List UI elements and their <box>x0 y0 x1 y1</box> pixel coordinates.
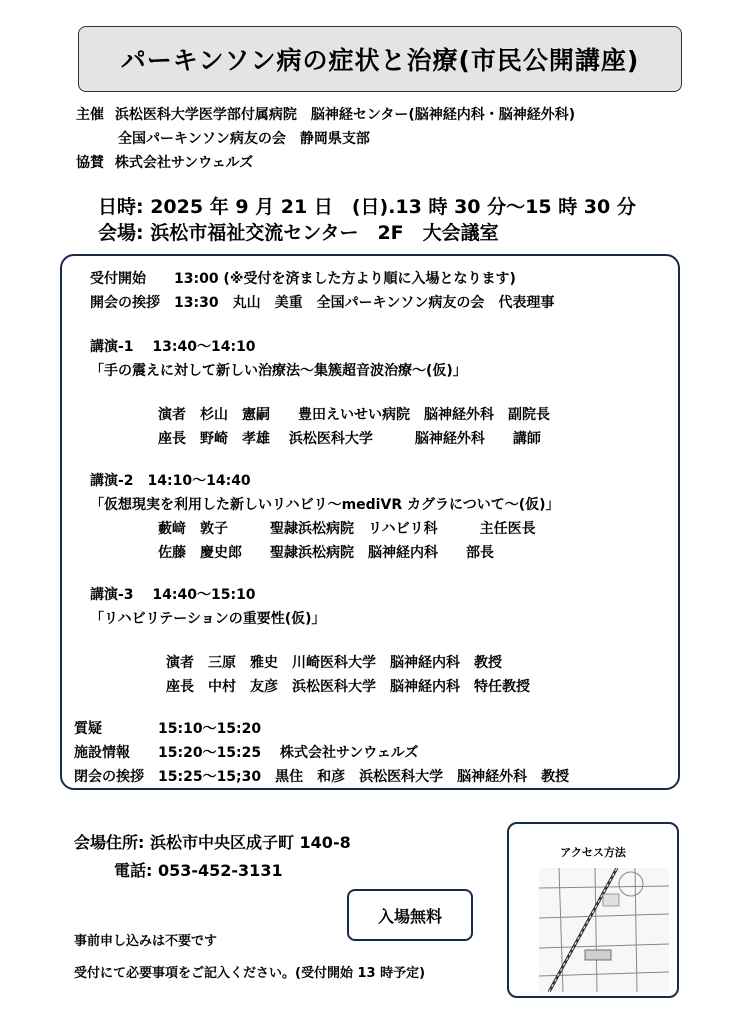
reception-note: 受付にて必要事項をご記入ください。(受付開始 13 時予定) <box>74 966 426 981</box>
no-registration-note: 事前申し込みは不要です <box>74 934 218 949</box>
lecture1-title: 「手の震えに対して新しい治療法～集簇超音波治療～(仮)」 <box>90 363 467 379</box>
venue-address: 会場住所: 浜松市中央区成子町 140-8 <box>74 833 351 852</box>
host-line1: 浜松医科大学医学部付属病院 脳神経センター(脳神経内科・脳神経外科) <box>114 107 576 123</box>
lecture2-chair: 佐藤 慶史郎 聖隷浜松病院 脳神経内科 部長 <box>158 545 494 561</box>
lecture1-header: 講演-1 13:40～14:10 <box>90 339 256 355</box>
host-label: 主催 <box>76 107 104 123</box>
sponsor-name: 株式会社サンウェルズ <box>114 155 254 171</box>
free-entry-badge: 入場無料 <box>347 889 473 941</box>
venue-phone: 電話: 053-452-3131 <box>114 861 283 880</box>
access-title: アクセス方法 <box>560 846 626 859</box>
lecture1-speaker: 演者 杉山 憲嗣 豊田えいせい病院 脳神経外科 副院長 <box>158 407 550 423</box>
page-title: パーキンソン病の症状と治療(市民公開講座) <box>78 26 682 92</box>
access-map-icon <box>539 868 669 992</box>
sponsor-label: 協賛 <box>76 155 104 171</box>
organizer-sponsor <box>76 152 253 172</box>
lecture2-title: 「仮想現実を利用した新しいリハビリ～mediVR カグラについて～(仮)」 <box>90 497 560 513</box>
opening-remarks: 開会の挨拶 13:30 丸山 美重 全国パーキンソン病友の会 代表理事 <box>90 295 555 311</box>
lecture3-title: 「リハビリテーションの重要性(仮)」 <box>90 611 326 627</box>
lecture1-chair: 座長 野崎 孝雄 浜松医科大学 脳神経外科 講師 <box>158 431 541 447</box>
event-datetime: 日時: 2025 年 9 月 21 日 (日).13 時 30 分～15 時 30 分 <box>98 196 636 218</box>
event-venue: 会場: 浜松市福祉交流センター 2F 大会議室 <box>98 222 499 244</box>
qa-time: 質疑 15:10～15:20 <box>74 721 262 737</box>
lecture3-header: 講演-3 14:40～15:10 <box>90 587 256 603</box>
closing-remarks: 閉会の挨拶 15:25～15;30 黒住 和彦 浜松医科大学 脳神経外科 教授 <box>74 769 570 785</box>
host-line2: 全国パーキンソン病友の会 静岡県支部 <box>118 131 370 147</box>
lecture2-header: 講演-2 14:10～14:40 <box>90 473 251 489</box>
lecture3-speaker: 演者 三原 雅史 川崎医科大学 脳神経内科 教授 <box>166 655 502 671</box>
facility-info: 施設情報 15:20～15:25 株式会社サンウェルズ <box>74 745 419 761</box>
lecture3-chair: 座長 中村 友彦 浜松医科大学 脳神経内科 特任教授 <box>166 679 530 695</box>
organizer-host <box>76 104 575 124</box>
reception-time: 受付開始 13:00 (※受付を済ました方より順に入場となります) <box>90 271 516 287</box>
lecture2-speaker: 藪﨑 敦子 聖隷浜松病院 リハビリ科 主任医長 <box>158 521 536 537</box>
access-map-box <box>507 822 679 998</box>
